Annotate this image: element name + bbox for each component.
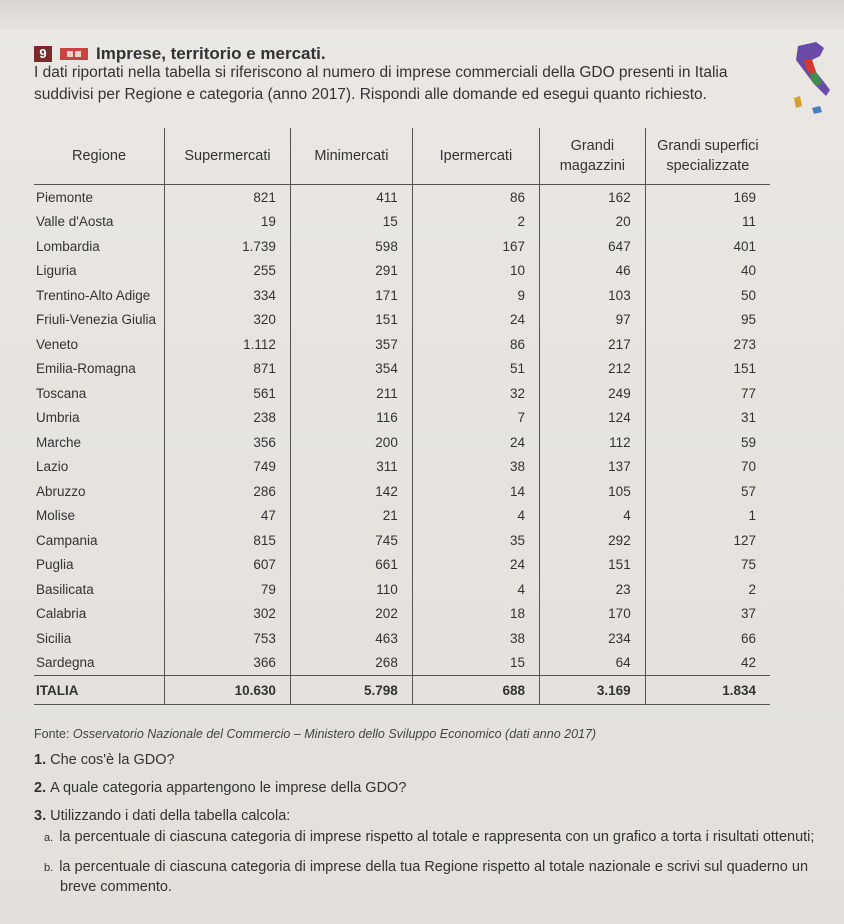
cell-grandi-superfici: 40 [740, 263, 756, 279]
cell-grandi-magazzini: 151 [540, 553, 646, 578]
cell-grandi-superfici: 59 [740, 434, 756, 450]
header-supermercati: Supermercati [165, 128, 291, 185]
cell-minimercati: 21 [290, 504, 412, 529]
cell-grandi-superfici: 70 [740, 459, 756, 475]
cell-grandi-magazzini: 162 [540, 185, 646, 210]
cell-minimercati: 357 [290, 332, 412, 357]
cell-regione: Molise [34, 504, 165, 529]
cell-grandi-superfici: 57 [740, 483, 756, 499]
source-text: Osservatorio Nazionale del Commercio – Ministero dello Sviluppo Economico (dati anno 2017) [72, 727, 597, 741]
cell-regione: Basilicata [34, 577, 165, 602]
cell-grandi-superfici: 37 [740, 606, 756, 622]
cell-ipermercati: 688 [412, 676, 539, 705]
cell-ipermercati: 24 [412, 308, 539, 333]
cell-grandi-superfici: 151 [733, 361, 756, 377]
table-row [34, 308, 770, 333]
table-row [34, 406, 770, 431]
cell-grandi-magazzini: 647 [540, 234, 646, 259]
data-table-container [34, 128, 770, 705]
cell-supermercati: 334 [165, 283, 291, 308]
cell-supermercati: 79 [165, 577, 291, 602]
subquestion-item [44, 858, 834, 897]
table-row [34, 553, 770, 578]
table-row [34, 381, 770, 406]
cell-grandi-superfici: 50 [740, 287, 756, 303]
cell-regione: Lazio [34, 455, 165, 480]
subquestion-letter: a. [44, 832, 54, 844]
cell-regione: Toscana [34, 381, 165, 406]
cell-grandi-magazzini: 46 [540, 259, 646, 284]
cell-minimercati: 745 [290, 528, 412, 553]
cell-minimercati: 200 [290, 430, 412, 455]
cell-ipermercati: 2 [412, 210, 539, 235]
cell-regione: Puglia [34, 553, 165, 578]
cell-grandi-superfici: 75 [740, 557, 756, 573]
question-item [34, 752, 834, 768]
cell-ipermercati: 14 [412, 479, 539, 504]
cell-regione: Marche [34, 430, 165, 455]
table-row [34, 283, 770, 308]
cell-minimercati: 116 [290, 406, 412, 431]
cell-ipermercati: 167 [412, 234, 539, 259]
cell-supermercati: 1.112 [165, 332, 291, 357]
cell-minimercati: 354 [290, 357, 412, 382]
cell-regione: Sardegna [34, 651, 165, 676]
header-regione: Regione [34, 128, 165, 185]
question-text: A quale categoria appartengono le imprese della GDO? [50, 780, 407, 796]
cell-minimercati: 15 [290, 210, 412, 235]
cell-grandi-superfici: 31 [740, 410, 756, 426]
cell-grandi-magazzini: 212 [540, 357, 646, 382]
subquestion-item [44, 828, 834, 848]
cell-supermercati: 356 [165, 430, 291, 455]
cell-supermercati: 749 [165, 455, 291, 480]
cell-ipermercati: 32 [412, 381, 539, 406]
cell-minimercati: 291 [290, 259, 412, 284]
cell-grandi-magazzini: 234 [540, 626, 646, 651]
cell-grandi-magazzini: 292 [540, 528, 646, 553]
cell-grandi-magazzini: 137 [540, 455, 646, 480]
cell-minimercati: 211 [290, 381, 412, 406]
cell-regione: Liguria [34, 259, 165, 284]
cell-supermercati: 1.739 [165, 234, 291, 259]
cell-minimercati: 268 [290, 651, 412, 676]
table-row [34, 651, 770, 676]
cell-supermercati: 19 [165, 210, 291, 235]
subquestion-letter: b. [44, 862, 54, 874]
cell-regione: Piemonte [34, 185, 165, 210]
question-item [34, 808, 834, 897]
cell-ipermercati: 38 [412, 626, 539, 651]
cell-ipermercati: 24 [412, 430, 539, 455]
questions-list [34, 752, 834, 909]
table-row [34, 504, 770, 529]
cell-grandi-magazzini: 105 [540, 479, 646, 504]
question-number: 2. [34, 780, 47, 796]
table-row [34, 602, 770, 627]
header-grandi-superfici: Grandi superfici specializzate [645, 128, 770, 185]
table-row [34, 259, 770, 284]
cell-supermercati: 871 [165, 357, 291, 382]
cell-regione: Valle d'Aosta [34, 210, 165, 235]
cell-grandi-magazzini: 20 [540, 210, 646, 235]
table-row [34, 626, 770, 651]
cell-grandi-magazzini: 103 [540, 283, 646, 308]
cell-grandi-superfici: 273 [733, 336, 756, 352]
table-row [34, 332, 770, 357]
cell-ipermercati: 38 [412, 455, 539, 480]
cell-minimercati: 463 [290, 626, 412, 651]
cell-grandi-superfici: 1 [748, 508, 756, 524]
exercise-intro: I dati riportati nella tabella si riferiscono al numero di imprese commerciali della GDO presenti in Italia suddivisi per Regione e categoria (anno 2017). Rispondi alle domande ed esegui quanto richiesto. [34, 64, 728, 103]
cell-supermercati: 255 [165, 259, 291, 284]
table-source [34, 727, 596, 741]
question-item [34, 780, 834, 796]
table-row [34, 357, 770, 382]
cell-minimercati: 411 [290, 185, 412, 210]
table-body [34, 185, 770, 705]
cell-ipermercati: 18 [412, 602, 539, 627]
cell-minimercati: 311 [290, 455, 412, 480]
italy-map-icon [786, 38, 836, 128]
cell-minimercati: 142 [290, 479, 412, 504]
subquestion-text: la percentuale di ciascuna categoria di imprese della tua Regione rispetto al totale nazionale e scrivi sul quaderno un breve commento. [59, 859, 809, 895]
cell-regione: Friuli-Venezia Giulia [34, 308, 165, 333]
cell-supermercati: 815 [165, 528, 291, 553]
cell-minimercati: 661 [290, 553, 412, 578]
question-number: 3. [34, 808, 47, 824]
cell-ipermercati: 86 [412, 332, 539, 357]
cell-regione: ITALIA [34, 676, 165, 705]
cell-supermercati: 238 [165, 406, 291, 431]
exercise-title: Imprese, territorio e mercati. [96, 44, 326, 63]
cell-regione: Abruzzo [34, 479, 165, 504]
page-top-shadow [0, 0, 844, 30]
cell-regione: Sicilia [34, 626, 165, 651]
cell-ipermercati: 10 [412, 259, 539, 284]
subquestion-text: la percentuale di ciascuna categoria di imprese rispetto al totale e rappresenta con un grafico a torta i risultati ottenuti; [59, 829, 815, 845]
table-row [34, 455, 770, 480]
exercise-header [34, 44, 326, 64]
cell-grandi-magazzini: 112 [540, 430, 646, 455]
cell-regione: Campania [34, 528, 165, 553]
table-row [34, 210, 770, 235]
table-header-row [34, 128, 770, 185]
cell-supermercati: 302 [165, 602, 291, 627]
header-grandi-magazzini: Grandi magazzini [540, 128, 646, 185]
table-row [34, 577, 770, 602]
cell-grandi-magazzini: 23 [540, 577, 646, 602]
cell-minimercati: 151 [290, 308, 412, 333]
cell-minimercati: 5.798 [290, 676, 412, 705]
cell-supermercati: 286 [165, 479, 291, 504]
cell-grandi-superfici: 77 [740, 385, 756, 401]
table-row [34, 185, 770, 210]
cell-ipermercati: 4 [412, 577, 539, 602]
cell-regione: Emilia-Romagna [34, 357, 165, 382]
source-label: Fonte: [34, 727, 70, 741]
cell-grandi-superfici: 401 [733, 238, 756, 254]
cell-supermercati: 753 [165, 626, 291, 651]
question-text: Utilizzando i dati della tabella calcola: [50, 808, 291, 824]
table-total-row [34, 676, 770, 705]
cell-ipermercati: 9 [412, 283, 539, 308]
cell-regione: Calabria [34, 602, 165, 627]
cell-minimercati: 110 [290, 577, 412, 602]
table-row [34, 528, 770, 553]
cell-supermercati: 320 [165, 308, 291, 333]
cell-regione: Lombardia [34, 234, 165, 259]
question-number: 1. [34, 752, 47, 768]
cell-minimercati: 202 [290, 602, 412, 627]
cell-ipermercati: 7 [412, 406, 539, 431]
cell-minimercati: 171 [290, 283, 412, 308]
cell-grandi-superfici: 66 [740, 630, 756, 646]
question-text: Che cos'è la GDO? [50, 752, 175, 768]
cell-grandi-superfici: 95 [740, 312, 756, 328]
cell-grandi-magazzini: 3.169 [540, 676, 646, 705]
table-row [34, 430, 770, 455]
cell-grandi-magazzini: 217 [540, 332, 646, 357]
cell-ipermercati: 15 [412, 651, 539, 676]
cell-supermercati: 821 [165, 185, 291, 210]
cell-regione: Veneto [34, 332, 165, 357]
header-ipermercati: Ipermercati [412, 128, 539, 185]
exercise-tag-icon [60, 48, 88, 60]
cell-grandi-magazzini: 170 [540, 602, 646, 627]
cell-ipermercati: 51 [412, 357, 539, 382]
cell-grandi-magazzini: 64 [540, 651, 646, 676]
cell-grandi-superfici: 1.834 [645, 676, 770, 705]
cell-supermercati: 366 [165, 651, 291, 676]
cell-regione: Umbria [34, 406, 165, 431]
cell-supermercati: 561 [165, 381, 291, 406]
cell-grandi-superfici: 2 [748, 581, 756, 597]
cell-supermercati: 607 [165, 553, 291, 578]
table-row [34, 234, 770, 259]
exercise-number: 9 [34, 46, 52, 62]
cell-grandi-superfici: 127 [733, 532, 756, 548]
cell-grandi-magazzini: 4 [540, 504, 646, 529]
cell-grandi-magazzini: 249 [540, 381, 646, 406]
cell-grandi-magazzini: 97 [540, 308, 646, 333]
cell-ipermercati: 24 [412, 553, 539, 578]
subquestions-list [44, 828, 834, 897]
cell-grandi-superfici: 11 [741, 214, 756, 230]
cell-minimercati: 598 [290, 234, 412, 259]
cell-grandi-superfici: 169 [733, 189, 756, 205]
cell-supermercati: 10.630 [165, 676, 291, 705]
cell-ipermercati: 35 [412, 528, 539, 553]
gdo-table [34, 128, 770, 705]
cell-ipermercati: 86 [412, 185, 539, 210]
header-minimercati: Minimercati [290, 128, 412, 185]
cell-regione: Trentino-Alto Adige [34, 283, 165, 308]
cell-ipermercati: 4 [412, 504, 539, 529]
cell-grandi-magazzini: 124 [540, 406, 646, 431]
table-row [34, 479, 770, 504]
cell-supermercati: 47 [165, 504, 291, 529]
cell-grandi-superfici: 42 [740, 655, 756, 671]
